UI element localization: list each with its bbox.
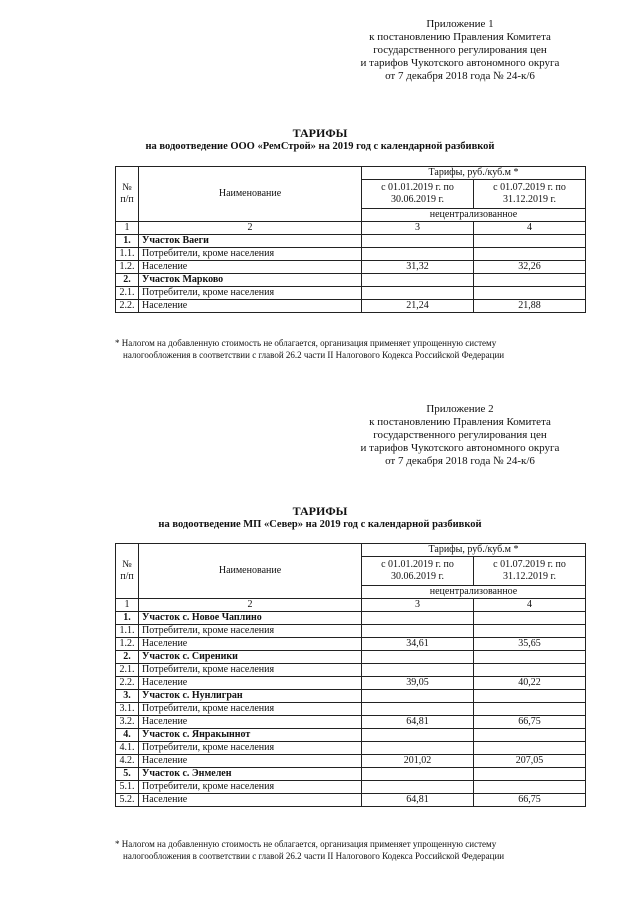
row-num: 3.1. <box>116 703 139 716</box>
table-row <box>116 664 586 677</box>
row-name: Население <box>139 794 362 807</box>
header-type: нецентрализованное <box>362 209 586 222</box>
row-name: Потребители, кроме населения <box>139 287 362 300</box>
row-name: Потребители, кроме населения <box>139 248 362 261</box>
row-value-h2 <box>474 287 586 300</box>
table-row <box>116 612 586 625</box>
row-num: 2. <box>116 274 139 287</box>
row-name: Потребители, кроме населения <box>139 742 362 755</box>
col-index: 2 <box>139 222 362 235</box>
header-row <box>116 167 586 180</box>
row-num: 4.1. <box>116 742 139 755</box>
table-row <box>116 300 586 313</box>
table-row <box>116 781 586 794</box>
footnote-2 <box>115 838 595 862</box>
row-value-h1 <box>362 729 474 742</box>
row-value-h1: 64,81 <box>362 794 474 807</box>
appendix-line: к постановлению Правления Комитета <box>369 31 551 43</box>
row-value-h2 <box>474 274 586 287</box>
row-num: 1.2. <box>116 261 139 274</box>
row-value-h1: 64,81 <box>362 716 474 729</box>
appendix-line: Приложение 2 <box>426 403 494 415</box>
row-num: 4.2. <box>116 755 139 768</box>
row-value-h1 <box>362 235 474 248</box>
row-name: Население <box>139 300 362 313</box>
row-num: 1.2. <box>116 638 139 651</box>
appendix-line: к постановлению Правления Комитета <box>369 416 551 428</box>
row-value-h2: 207,05 <box>474 755 586 768</box>
table-row <box>116 755 586 768</box>
row-name: Население <box>139 261 362 274</box>
tariff-table-1 <box>115 166 586 313</box>
header-period-2: с 01.07.2019 г. по 31.12.2019 г. <box>474 557 586 586</box>
footnote-1 <box>115 337 595 361</box>
table-row <box>116 768 586 781</box>
table-row <box>116 248 586 261</box>
table-row <box>116 703 586 716</box>
row-name: Население <box>139 677 362 690</box>
row-value-h2 <box>474 248 586 261</box>
header-name: Наименование <box>139 167 362 222</box>
col-index: 1 <box>116 222 139 235</box>
row-name: Потребители, кроме населения <box>139 781 362 794</box>
tariff-title-2 <box>0 504 640 532</box>
row-value-h2 <box>474 729 586 742</box>
row-name: Население <box>139 716 362 729</box>
row-value-h1 <box>362 781 474 794</box>
row-name: Потребители, кроме населения <box>139 664 362 677</box>
header-name: Наименование <box>139 544 362 599</box>
col-index: 4 <box>474 599 586 612</box>
row-value-h1 <box>362 664 474 677</box>
row-value-h2: 66,75 <box>474 716 586 729</box>
row-value-h2 <box>474 664 586 677</box>
subtitle-text: на водоотведение ООО «РемСтрой» на 2019 год с календарной разбивкой <box>145 141 495 152</box>
row-name: Участок с. Сиреники <box>139 651 362 664</box>
row-value-h2: 35,65 <box>474 638 586 651</box>
row-num: 1.1. <box>116 625 139 638</box>
row-value-h1 <box>362 612 474 625</box>
appendix-1-header <box>330 18 590 83</box>
row-value-h2 <box>474 742 586 755</box>
header-num: № п/п <box>116 167 139 222</box>
row-name: Население <box>139 755 362 768</box>
row-name: Население <box>139 638 362 651</box>
row-value-h1 <box>362 703 474 716</box>
header-type: нецентрализованное <box>362 586 586 599</box>
row-num: 5.1. <box>116 781 139 794</box>
column-number-row <box>116 222 586 235</box>
row-value-h2 <box>474 651 586 664</box>
row-name: Участок с. Янракыннот <box>139 729 362 742</box>
appendix-line: и тарифов Чукотского автономного округа <box>360 442 560 454</box>
subtitle-text: на водоотведение МП «Север» на 2019 год с календарной разбивкой <box>158 519 482 530</box>
row-name: Участок с. Новое Чаплино <box>139 612 362 625</box>
row-num: 1. <box>116 612 139 625</box>
row-value-h2 <box>474 235 586 248</box>
row-num: 2. <box>116 651 139 664</box>
header-num: № п/п <box>116 544 139 599</box>
row-name: Участок Марково <box>139 274 362 287</box>
table-row <box>116 716 586 729</box>
row-num: 3.2. <box>116 716 139 729</box>
row-value-h2 <box>474 703 586 716</box>
row-value-h2 <box>474 690 586 703</box>
table-row <box>116 651 586 664</box>
row-value-h1 <box>362 742 474 755</box>
appendix-line: от 7 декабря 2018 года № 24-к/6 <box>385 70 535 82</box>
row-value-h2 <box>474 625 586 638</box>
row-num: 2.2. <box>116 677 139 690</box>
table-row <box>116 729 586 742</box>
table-row <box>116 677 586 690</box>
header-row <box>116 544 586 557</box>
table-row <box>116 794 586 807</box>
header-period-1: с 01.01.2019 г. по 30.06.2019 г. <box>362 180 474 209</box>
table-row <box>116 625 586 638</box>
col-index: 2 <box>139 599 362 612</box>
row-value-h1: 21,24 <box>362 300 474 313</box>
tariff-title-1 <box>0 126 640 154</box>
row-name: Участок с. Энмелен <box>139 768 362 781</box>
row-value-h1 <box>362 690 474 703</box>
row-value-h2: 32,26 <box>474 261 586 274</box>
row-value-h1: 34,61 <box>362 638 474 651</box>
row-name: Потребители, кроме населения <box>139 703 362 716</box>
row-num: 5. <box>116 768 139 781</box>
row-value-h2 <box>474 781 586 794</box>
row-value-h2 <box>474 768 586 781</box>
row-name: Участок Ваеги <box>139 235 362 248</box>
table-row <box>116 638 586 651</box>
row-value-h2: 21,88 <box>474 300 586 313</box>
table-row <box>116 287 586 300</box>
header-tariffs: Тарифы, руб./куб.м * <box>362 167 586 180</box>
row-num: 1. <box>116 235 139 248</box>
row-value-h1: 31,32 <box>362 261 474 274</box>
table-row <box>116 742 586 755</box>
appendix-line: государственного регулирования цен <box>373 429 547 441</box>
row-value-h1 <box>362 768 474 781</box>
table-row <box>116 235 586 248</box>
row-num: 2.2. <box>116 300 139 313</box>
row-num: 1.1. <box>116 248 139 261</box>
row-num: 2.1. <box>116 664 139 677</box>
appendix-line: от 7 декабря 2018 года № 24-к/6 <box>385 455 535 467</box>
tariff-table-2 <box>115 543 586 807</box>
footnote-line: * Налогом на добавленную стоимость не облагается, организация применяет упрощенную систему <box>115 338 497 348</box>
row-value-h2: 40,22 <box>474 677 586 690</box>
appendix-line: государственного регулирования цен <box>373 44 547 56</box>
footnote-line: налогообложения в соответствии с главой 26.2 части II Налогового Кодекса Российской Федерации <box>123 851 505 861</box>
header-period-1: с 01.01.2019 г. по 30.06.2019 г. <box>362 557 474 586</box>
row-value-h1 <box>362 248 474 261</box>
row-num: 4. <box>116 729 139 742</box>
header-tariffs: Тарифы, руб./куб.м * <box>362 544 586 557</box>
column-number-row <box>116 599 586 612</box>
col-index: 4 <box>474 222 586 235</box>
appendix-line: и тарифов Чукотского автономного округа <box>360 57 560 69</box>
row-name: Участок с. Нунлигран <box>139 690 362 703</box>
table-row <box>116 274 586 287</box>
col-index: 3 <box>362 599 474 612</box>
appendix-line: Приложение 1 <box>426 18 494 30</box>
appendix-2-header <box>330 403 590 468</box>
col-index: 1 <box>116 599 139 612</box>
row-num: 3. <box>116 690 139 703</box>
title-text: ТАРИФЫ <box>292 504 348 518</box>
footnote-line: налогообложения в соответствии с главой 26.2 части II Налогового Кодекса Российской Федерации <box>123 350 505 360</box>
row-value-h1 <box>362 651 474 664</box>
row-value-h1 <box>362 274 474 287</box>
row-value-h1 <box>362 625 474 638</box>
row-num: 5.2. <box>116 794 139 807</box>
row-value-h2: 66,75 <box>474 794 586 807</box>
row-num: 2.1. <box>116 287 139 300</box>
row-value-h2 <box>474 612 586 625</box>
row-value-h1 <box>362 287 474 300</box>
title-text: ТАРИФЫ <box>292 126 348 140</box>
header-period-2: с 01.07.2019 г. по 31.12.2019 г. <box>474 180 586 209</box>
footnote-line: * Налогом на добавленную стоимость не облагается, организация применяет упрощенную систему <box>115 839 497 849</box>
row-name: Потребители, кроме населения <box>139 625 362 638</box>
col-index: 3 <box>362 222 474 235</box>
row-value-h1: 201,02 <box>362 755 474 768</box>
table-row <box>116 261 586 274</box>
row-value-h1: 39,05 <box>362 677 474 690</box>
table-row <box>116 690 586 703</box>
